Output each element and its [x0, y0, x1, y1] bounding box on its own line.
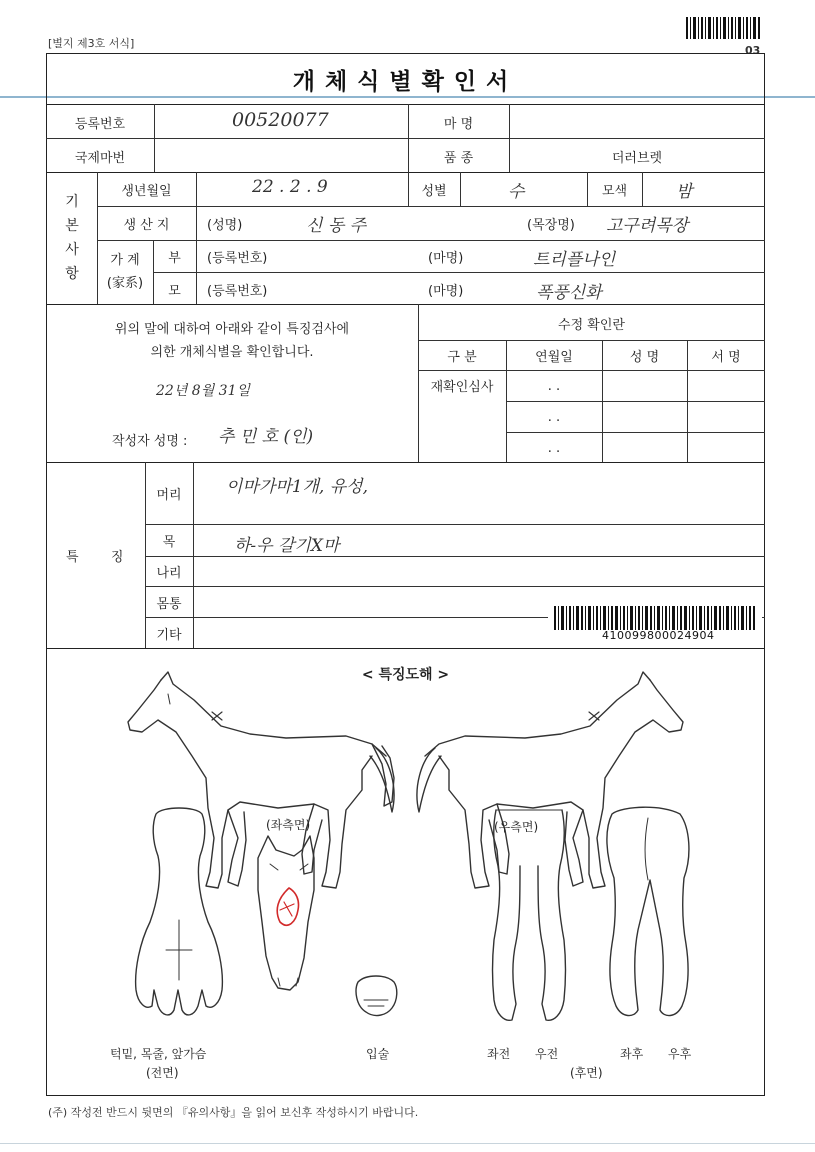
front-right-caption: 우전: [535, 1047, 559, 1061]
col-type: 구 분: [447, 350, 477, 365]
diagram-title: < 특징도해 >: [361, 667, 450, 683]
divider: [145, 556, 765, 557]
breeder-name-value: 신 동 주: [306, 216, 367, 236]
recheck-date: . .: [547, 441, 561, 456]
divider: [97, 206, 765, 207]
divider: [153, 272, 765, 273]
neck-label: 목: [162, 535, 176, 550]
horse-name-label: 마 명: [443, 117, 474, 132]
front-caption: 턱밑, 목줄, 앞가슴: [110, 1047, 207, 1061]
dam-label: 모: [168, 284, 181, 299]
footer-note: (주) 작성전 반드시 뒷면의 『유의사항』을 읽어 보신후 작성하시기 바랍니다.: [48, 1106, 419, 1119]
col-name: 성 명: [629, 350, 660, 365]
col-date: 연월일: [535, 350, 573, 365]
confirm-date: 22년 8월 31일: [156, 383, 251, 399]
coat-color-label: 모색: [601, 184, 628, 199]
dam-name-value: 폭풍신화: [536, 283, 602, 303]
scan-bottom-rule: [0, 1143, 815, 1144]
lineage-label: 가 계: [110, 253, 140, 268]
divider: [460, 172, 461, 206]
divider: [642, 172, 643, 206]
horse-left-side-icon: [128, 672, 394, 888]
lineage-label-hanja: (家系): [106, 276, 144, 291]
breeder-name-label: (성명): [207, 218, 243, 233]
col-sign: 서 명: [711, 350, 741, 365]
barcode-number: 410099800024904: [602, 629, 715, 642]
origin-label: 생 산 지: [123, 218, 170, 233]
sex-label: 성별: [421, 184, 447, 199]
ranch-label: (목장명): [527, 218, 575, 233]
front-left-caption: 좌전: [487, 1047, 511, 1061]
divider: [46, 648, 765, 649]
features-section-label: [66, 546, 123, 565]
rear-right-caption: 우후: [668, 1047, 692, 1061]
divider: [145, 586, 765, 587]
sire-name-value: 트리플나인: [533, 250, 616, 270]
horse-head-front-icon: [258, 836, 314, 990]
sire-label: 부: [168, 251, 181, 266]
divider: [196, 172, 197, 304]
top-barcode: [686, 17, 762, 39]
horse-rear-view-icon: [607, 807, 689, 1015]
divider: [418, 370, 765, 371]
lips-caption: 입술: [366, 1047, 390, 1061]
divider: [46, 462, 765, 463]
birth-value: 22 . 2 . 9: [252, 177, 328, 197]
front-view-label: (전면): [146, 1066, 179, 1080]
confirm-statement: 의한 개체식별을 확인합니다.: [150, 345, 314, 360]
legs-label: 나리: [156, 566, 182, 581]
recheck-date: . .: [547, 410, 561, 425]
basic-section-label: [62, 190, 82, 286]
sire-reg-label: (등록번호): [207, 251, 268, 266]
basic-section-char: 항: [65, 266, 79, 282]
basic-section-char: 본: [65, 218, 79, 234]
writer-signature: 추 민 호 (인): [218, 427, 314, 447]
neck-value: 하-우 갈기X마: [234, 536, 340, 556]
divider: [46, 304, 765, 305]
other-label: 기타: [156, 628, 182, 643]
sire-name-label: (마명): [428, 251, 464, 266]
horse-lips-icon: [356, 976, 397, 1015]
right-side-caption: (우측면): [494, 820, 539, 834]
horse-front-view-icon: [136, 808, 223, 1015]
divider: [506, 432, 765, 433]
birth-label: 생년월일: [121, 184, 172, 199]
divider: [46, 172, 765, 173]
body-label: 몸통: [156, 597, 182, 612]
head-value: 이마가마1개, 유성,: [226, 477, 368, 497]
id-barcode: [554, 606, 756, 630]
features-section-char: 징: [110, 550, 124, 565]
ranch-value: 고구려목장: [606, 216, 689, 236]
coat-color-value: 밤: [676, 182, 693, 202]
recheck-label: 재확인심사: [430, 380, 494, 395]
divider: [97, 240, 765, 241]
reg-no-label: 등록번호: [74, 117, 126, 132]
dam-name-label: (마명): [428, 284, 464, 299]
sex-value: 수: [508, 182, 525, 202]
intl-no-label: 국제마번: [74, 151, 126, 166]
divider: [418, 340, 765, 341]
rear-view-label: (후면): [570, 1066, 603, 1080]
page-title: 개체식별확인서: [292, 69, 519, 95]
basic-section-char: 기: [65, 194, 79, 210]
basic-section-char: 사: [65, 242, 79, 258]
reg-no-value: 00520077: [232, 109, 329, 131]
rear-left-caption: 좌후: [620, 1047, 644, 1061]
correction-title: 수정 확인란: [558, 318, 625, 333]
divider: [145, 524, 765, 525]
features-section-char: 특: [66, 550, 79, 565]
recheck-date: . .: [547, 379, 561, 394]
page-number: 03: [745, 44, 761, 57]
horse-diagram: [46, 660, 765, 1096]
dam-reg-label: (등록번호): [207, 284, 268, 299]
horse-front-legs-icon: [493, 810, 566, 1020]
divider: [193, 462, 194, 648]
divider: [506, 401, 765, 402]
left-side-caption: (좌측면): [266, 818, 311, 832]
id-barcode-sticker: [548, 602, 762, 648]
writer-label: 작성자 성명 :: [112, 434, 188, 449]
form-number-label: [별지 제3호 서식]: [48, 37, 135, 50]
horse-right-side-icon: [425, 672, 683, 888]
divider: [154, 104, 155, 172]
breed-value: 더러브렛: [611, 151, 663, 166]
confirm-statement: 위의 말에 대하여 아래와 같이 특징검사에: [114, 322, 350, 337]
breed-label: 품 종: [443, 151, 474, 166]
head-label: 머리: [156, 488, 182, 503]
